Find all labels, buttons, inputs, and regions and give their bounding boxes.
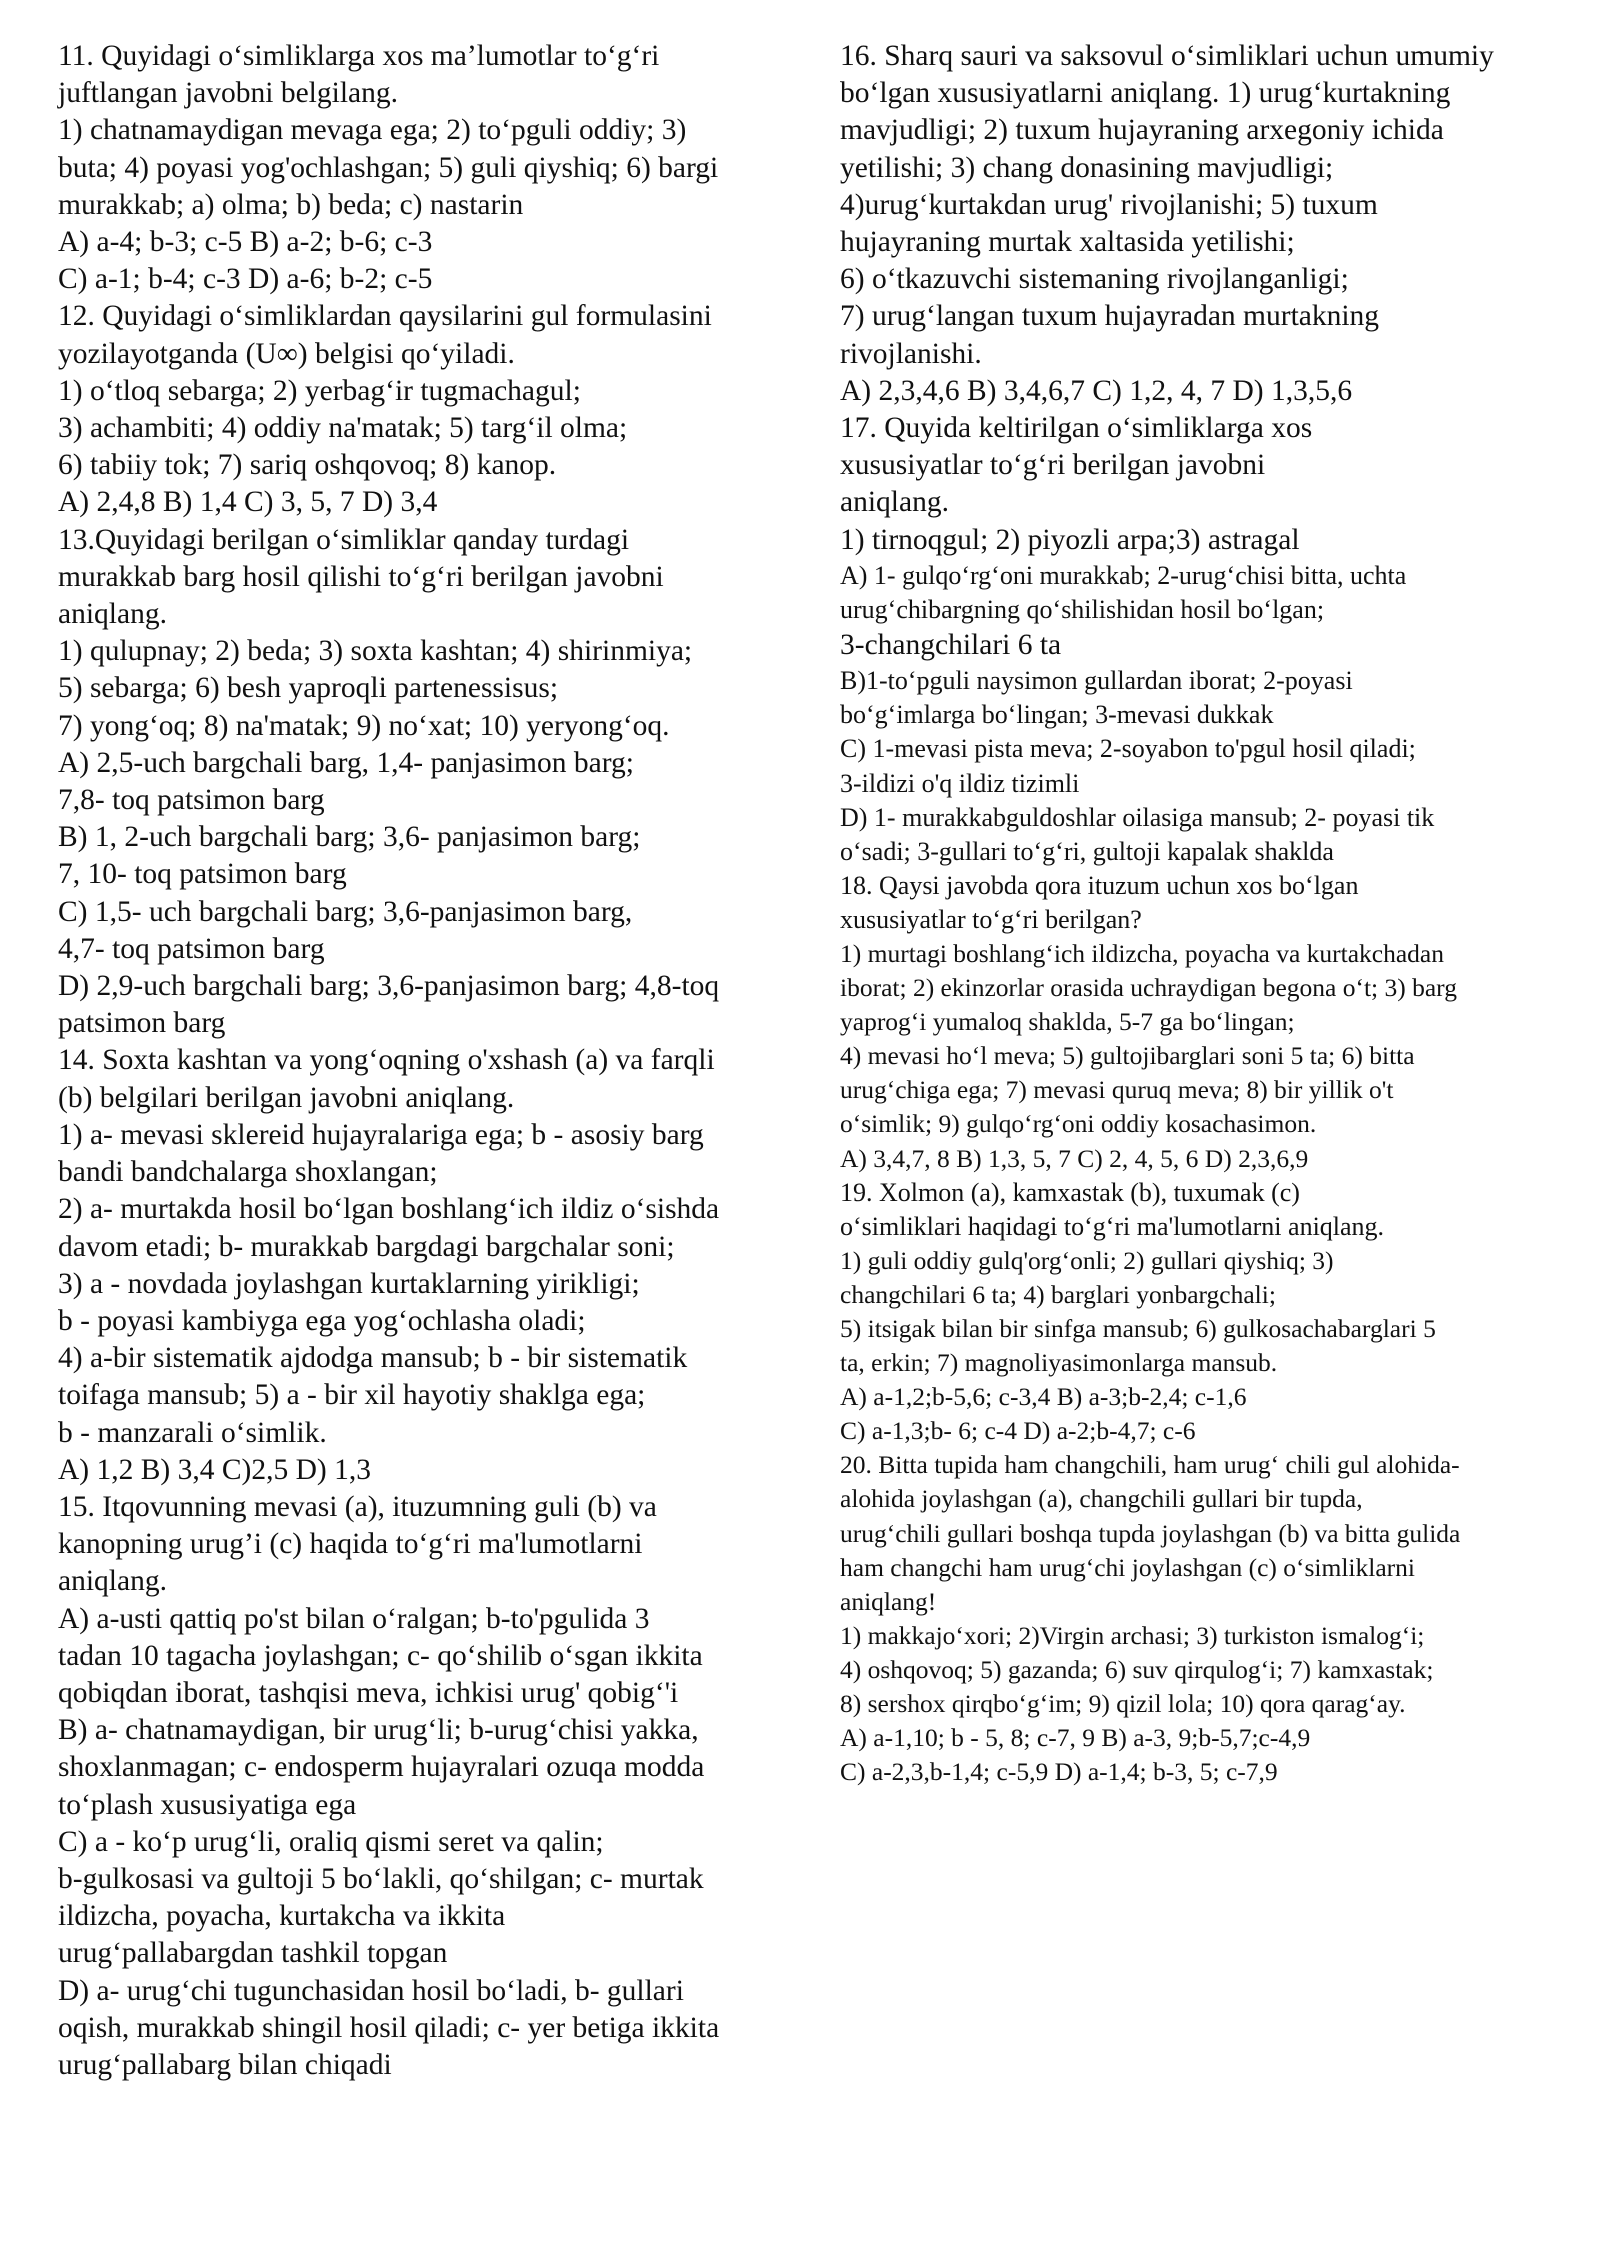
text-line: shoxlanmagan; c- endosperm hujayralari ozuqa modda <box>58 1751 705 1784</box>
text-line: 15. Itqovunning mevasi (a), ituzumning guli (b) va <box>58 1490 657 1523</box>
text-line: 3) achambiti; 4) oddiy na'matak; 5) targ‘il olma; <box>58 412 628 445</box>
text-line: iborat; 2) ekinzorlar orasida uchraydigan begona o‘t; 3) barg <box>840 973 1457 1003</box>
text-line: xususiyatlar to‘g‘ri berilgan? <box>840 904 1142 934</box>
text-line: xususiyatlar to‘g‘ri berilgan javobni <box>840 449 1266 482</box>
text-line: A) 2,4,8 B) 1,4 C) 3, 5, 7 D) 3,4 <box>58 486 438 519</box>
text-line: C) 1,5- uch bargchali barg; 3,6-panjasimon barg, <box>58 895 633 928</box>
text-line: ham changchi ham urug‘chi joylashgan (c) o‘simliklarni <box>840 1552 1415 1582</box>
text-line: A) 3,4,7, 8 B) 1,3, 5, 7 C) 2, 4, 5, 6 D) 2,3,6,9 <box>840 1143 1309 1173</box>
text-line: yozilayotganda (U∞) belgisi qo‘yiladi. <box>58 337 515 370</box>
text-line: 17. Quyida keltirilgan o‘simliklarga xos <box>840 412 1313 445</box>
text-line: buta; 4) poyasi yog'ochlashgan; 5) guli qiyshiq; 6) bargi <box>58 151 719 184</box>
text-line: D) a- urug‘chi tugunchasidan hosil bo‘ladi, b- gullari <box>58 1974 684 2007</box>
text-line: 4) a-bir sistematik ajdodga mansub; b - bir sistematik <box>58 1342 688 1375</box>
text-line: changchilari 6 ta; 4) barglari yonbargchali; <box>840 1279 1276 1309</box>
text-line: C) a-1; b-4; c-3 D) a-6; b-2; c-5 <box>58 263 433 296</box>
left-column <box>58 38 793 2084</box>
text-line: yaprog‘i yumaloq shaklda, 5-7 ga bo‘lingan; <box>840 1007 1295 1037</box>
text-line: aniqlang. <box>58 1565 167 1598</box>
text-line: 1) a- mevasi sklereid hujayralariga ega; b - asosiy barg <box>58 1118 704 1151</box>
text-line: 5) sebarga; 6) besh yaproqli partenessisus; <box>58 672 559 705</box>
text-line: 16. Sharq sauri va saksovul o‘simliklari uchun umumiy <box>840 40 1494 72</box>
text-line: bo‘g‘imlarga bo‘lingan; 3-mevasi dukkak <box>840 700 1274 730</box>
text-line: mavjudligi; 2) tuxum hujayraning arxegoniy ichida <box>840 114 1444 147</box>
text-line: A) a-4; b-3; c-5 B) a-2; b-6; c-3 <box>58 226 433 259</box>
text-line: 1) tirnoqgul; 2) piyozli arpa;3) astragal <box>840 523 1300 556</box>
text-line: oqish, murakkab shingil hosil qiladi; c- yer betiga ikkita <box>58 2011 720 2044</box>
text-line: qobiqdan iborat, tashqisi meva, ichkisi urug' qobig‘'i <box>58 1676 679 1709</box>
text-line: aniqlang. <box>58 598 167 631</box>
text-line: toifaga mansub; 5) a - bir xil hayotiy shaklga ega; <box>58 1379 646 1412</box>
text-line: aniqlang. <box>840 486 949 519</box>
text-line: bo‘lgan xususiyatlarni aniqlang. 1) urug‘kurtakning <box>840 77 1451 110</box>
text-line: 7) yong‘oq; 8) na'matak; 9) no‘xat; 10) yeryong‘oq. <box>58 709 670 742</box>
text-line: urug‘chiga ega; 7) mevasi quruq meva; 8) bir yillik o't <box>840 1075 1394 1105</box>
text-line: 7) urug‘langan tuxum hujayradan murtakning <box>840 300 1380 333</box>
text-line: 1) murtagi boshlang‘ich ildizcha, poyacha va kurtakchadan <box>840 938 1444 968</box>
text-line: A) a-1,2;b-5,6; c-3,4 B) a-3;b-2,4; c-1,6 <box>840 1382 1247 1412</box>
text-line: C) a-1,3;b- 6; c-4 D) a-2;b-4,7; c-6 <box>840 1416 1196 1446</box>
text-line: ildizcha, poyacha, kurtakcha va ikkita <box>58 1900 506 1933</box>
text-line: 6) tabiiy tok; 7) sariq oshqovoq; 8) kanop. <box>58 449 557 482</box>
text-line: A) 2,5-uch bargchali barg, 1,4- panjasimon barg; <box>58 746 634 779</box>
text-line: davom etadi; b- murakkab bargdagi bargchalar soni; <box>58 1230 675 1263</box>
text-line: 11. Quyidagi o‘simliklarga xos ma’lumotlar to‘g‘ri <box>58 40 660 72</box>
text-line: o‘sadi; 3-gullari to‘g‘ri, gultoji kapalak shaklda <box>840 836 1334 866</box>
text-line: 19. Xolmon (a), kamxastak (b), tuxumak (c) <box>840 1177 1300 1207</box>
text-line: 7, 10- toq patsimon barg <box>58 858 347 891</box>
text-line: D) 2,9-uch bargchali barg; 3,6-panjasimon barg; 4,8-toq <box>58 970 720 1003</box>
text-line: A) a-usti qattiq po'st bilan o‘ralgan; b-to'pgulida 3 <box>58 1602 650 1635</box>
text-line: 4) oshqovoq; 5) gazanda; 6) suv qirqulog‘i; 7) kamxastak; <box>840 1654 1434 1684</box>
text-line: kanopning urug’i (c) haqida to‘g‘ri ma'lumotlarni <box>58 1528 643 1561</box>
text-line: (b) belgilari berilgan javobni aniqlang. <box>58 1081 515 1114</box>
text-line: 2) a- murtakda hosil bo‘lgan boshlang‘ich ildiz o‘sishda <box>58 1193 720 1226</box>
text-line: B)1-to‘pguli naysimon gullardan iborat; 2-poyasi <box>840 666 1353 696</box>
text-line: juftlangan javobni belgilang. <box>58 77 398 110</box>
text-line: 20. Bitta tupida ham changchili, ham urug‘ chili gul alohida- <box>840 1450 1460 1480</box>
text-line: C) a-2,3,b-1,4; c-5,9 D) a-1,4; b-3, 5; c-7,9 <box>840 1757 1278 1787</box>
text-line: ta, erkin; 7) magnoliyasimonlarga mansub. <box>840 1348 1278 1378</box>
text-line: tadan 10 tagacha joylashgan; c- qo‘shilib o‘sgan ikkita <box>58 1639 703 1672</box>
text-line: A) 2,3,4,6 B) 3,4,6,7 C) 1,2, 4, 7 D) 1,3,5,6 <box>840 374 1353 407</box>
right-column <box>840 38 1575 1789</box>
text-line: murakkab barg hosil qilishi to‘g‘ri berilgan javobni <box>58 560 664 593</box>
text-line: 1) o‘tloq sebarga; 2) yerbag‘ir tugmachagul; <box>58 374 581 407</box>
text-line: murakkab; a) olma; b) beda; c) nastarin <box>58 188 524 221</box>
text-line: 1) makkajo‘xori; 2)Virgin archasi; 3) turkiston ismalog‘i; <box>840 1620 1425 1650</box>
text-line: urug‘pallabarg bilan chiqadi <box>58 2048 392 2081</box>
text-line: 4) mevasi ho‘l meva; 5) gultojibarglari soni 5 ta; 6) bitta <box>840 1041 1415 1071</box>
text-line: C) a - ko‘p urug‘li, oraliq qismi seret va qalin; <box>58 1825 604 1858</box>
text-line: 1) qulupnay; 2) beda; 3) soxta kashtan; 4) shirinmiya; <box>58 635 693 668</box>
text-line: B) 1, 2-uch bargchali barg; 3,6- panjasimon barg; <box>58 821 641 854</box>
text-line: 14. Soxta kashtan va yong‘oqning o'xshash (a) va farqli <box>58 1044 715 1077</box>
text-line: C) 1-mevasi pista meva; 2-soyabon to'pgul hosil qiladi; <box>840 734 1416 764</box>
text-line: 4)urug‘kurtakdan urug' rivojlanishi; 5) tuxum <box>840 188 1378 221</box>
text-line: b-gulkosasi va gultoji 5 bo‘lakli, qo‘shilgan; c- murtak <box>58 1862 704 1895</box>
text-line: 5) itsigak bilan bir sinfga mansub; 6) gulkosachabarglari 5 <box>840 1314 1436 1344</box>
text-line: 4,7- toq patsimon barg <box>58 932 325 965</box>
text-line: b - poyasi kambiyga ega yog‘ochlasha oladi; <box>58 1304 586 1337</box>
text-line: 3) a - novdada joylashgan kurtaklarning yirikligi; <box>58 1267 640 1300</box>
text-line: 18. Qaysi javobda qora ituzum uchun xos bo‘lgan <box>840 870 1359 900</box>
text-line: o‘simliklari haqidagi to‘g‘ri ma'lumotlarni aniqlang. <box>840 1211 1385 1241</box>
text-line: aniqlang! <box>840 1586 937 1616</box>
text-line: B) a- chatnamaydigan, bir urug‘li; b-urug‘chisi yakka, <box>58 1714 699 1747</box>
text-line: A) 1,2 B) 3,4 C)2,5 D) 1,3 <box>58 1453 372 1486</box>
text-line: rivojlanishi. <box>840 337 982 370</box>
text-line: hujayraning murtak xaltasida yetilishi; <box>840 226 1295 259</box>
text-line: b - manzarali o‘simlik. <box>58 1416 327 1449</box>
text-line: yetilishi; 3) chang donasining mavjudligi; <box>840 151 1334 184</box>
text-line: urug‘chibargning qo‘shilishidan hosil bo‘lgan; <box>840 594 1325 624</box>
text-line: alohida joylashgan (a), changchili gullari bir tupda, <box>840 1484 1363 1514</box>
text-line: 3-ildizi o'q ildiz tizimli <box>840 768 1080 798</box>
text-line: 3-changchilari 6 ta <box>840 629 1062 662</box>
text-line: D) 1- murakkabguldoshlar oilasiga mansub; 2- poyasi tik <box>840 802 1435 832</box>
text-line: 6) o‘tkazuvchi sistemaning rivojlanganligi; <box>840 263 1349 296</box>
text-line: 12. Quyidagi o‘simliklardan qaysilarini gul formulasini <box>58 300 712 333</box>
text-line: o‘simlik; 9) gulqo‘rg‘oni oddiy kosachasimon. <box>840 1109 1317 1139</box>
text-line: 8) sershox qirqbo‘g‘im; 9) qizil lola; 10) qora qarag‘ay. <box>840 1689 1406 1719</box>
text-line: urug‘pallabargdan tashkil topgan <box>58 1937 448 1970</box>
text-line: bandi bandchalarga shoxlangan; <box>58 1156 438 1189</box>
text-line: to‘plash xususiyatiga ega <box>58 1788 357 1821</box>
text-line: 1) chatnamaydigan mevaga ega; 2) to‘pguli oddiy; 3) <box>58 114 687 147</box>
text-line: urug‘chili gullari boshqa tupda joylashgan (b) va bitta gulida <box>840 1518 1461 1548</box>
text-line: patsimon barg <box>58 1007 226 1040</box>
text-line: 13.Quyidagi berilgan o‘simliklar qanday turdagi <box>58 523 630 556</box>
text-line: 7,8- toq patsimon barg <box>58 784 325 817</box>
text-line: 1) guli oddiy gulq'org‘onli; 2) gullari qiyshiq; 3) <box>840 1245 1334 1275</box>
text-line: A) a-1,10; b - 5, 8; c-7, 9 B) a-3, 9;b-5,7;c-4,9 <box>840 1723 1311 1753</box>
text-line: A) 1- gulqo‘rg‘oni murakkab; 2-urug‘chisi bitta, uchta <box>840 560 1407 590</box>
